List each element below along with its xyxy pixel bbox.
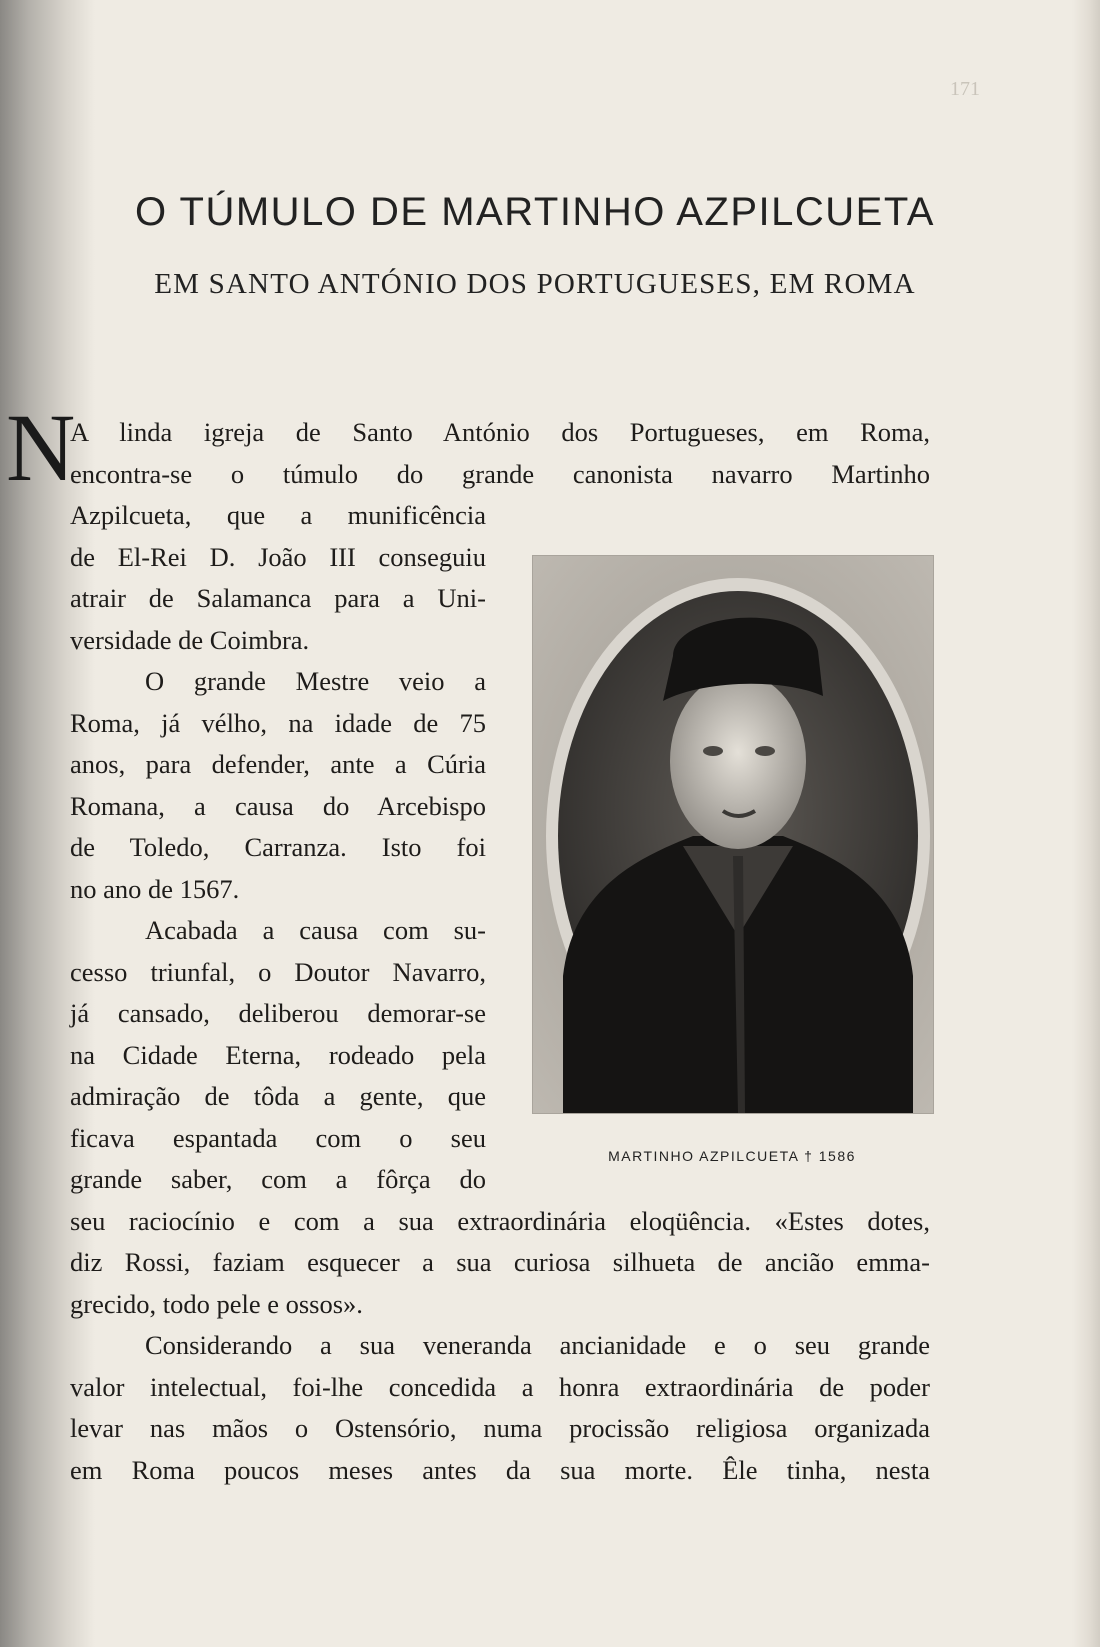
text-line: O grande Mestre veio a <box>145 666 486 696</box>
portrait-image <box>533 556 933 1113</box>
text-line: grecido, todo pele e ossos». <box>70 1288 363 1319</box>
text-line: Azpilcueta, que a munificência <box>70 500 486 530</box>
page-number: 171 <box>950 78 980 100</box>
page-edge <box>1072 0 1100 1647</box>
text-line: valor intelectual, foi-lhe concedida a honra extraordinária de poder <box>70 1371 930 1402</box>
text-line: Romana, a causa do Arcebispo <box>70 790 486 821</box>
text-line: no ano de 1567. <box>70 873 240 904</box>
text-line: já cansado, deliberou demorar-se <box>70 998 486 1028</box>
text-line: de El-Rei D. João III conseguiu <box>70 541 486 572</box>
page-title: O TÚMULO DE MARTINHO AZPILCUETA <box>135 190 935 234</box>
text-line: Acabada a causa com su- <box>145 915 486 945</box>
text-line: ficava espantada com o seu <box>70 1122 486 1153</box>
text-line: diz Rossi, faziam esquecer a sua curiosa silhueta de ancião emma- <box>70 1247 930 1277</box>
text-line: Roma, já vélho, na idade de 75 <box>70 707 486 738</box>
text-line: levar nas mãos o Ostensório, numa procissão religiosa organizada <box>70 1413 930 1443</box>
text-line: anos, para defender, ante a Cúria <box>70 749 486 779</box>
page-subtitle: EM SANTO ANTÓNIO DOS PORTUGUESES, EM ROMA <box>154 268 916 300</box>
text-line: de Toledo, Carranza. Isto foi <box>70 832 486 862</box>
text-line: grande saber, com a fôrça do <box>70 1164 486 1194</box>
text-line: na Cidade Eterna, rodeado pela <box>70 1039 486 1070</box>
figure-caption: MARTINHO AZPILCUETA † 1586 <box>608 1148 856 1164</box>
text-line: atrair de Salamanca para a Uni- <box>70 583 486 613</box>
drop-cap: N <box>6 394 76 501</box>
text-line: seu raciocínio e com a sua extraordinária eloqüência. «Estes dotes, <box>70 1205 930 1236</box>
text-line: cesso triunfal, o Doutor Navarro, <box>70 956 486 987</box>
text-line: encontra-se o túmulo do grande canonista navarro Martinho <box>70 458 930 489</box>
text-line: versidade de Coimbra. <box>70 624 310 655</box>
text-line: A linda igreja de Santo António dos Portugueses, em Roma, <box>70 417 930 447</box>
text-line: admiração de tôda a gente, que <box>70 1081 486 1111</box>
text-line: Considerando a sua veneranda ancianidade e o seu grande <box>145 1330 930 1360</box>
text-line: em Roma poucos meses antes da sua morte. Êle tinha, nesta <box>70 1454 930 1485</box>
portrait-photo <box>532 555 934 1114</box>
